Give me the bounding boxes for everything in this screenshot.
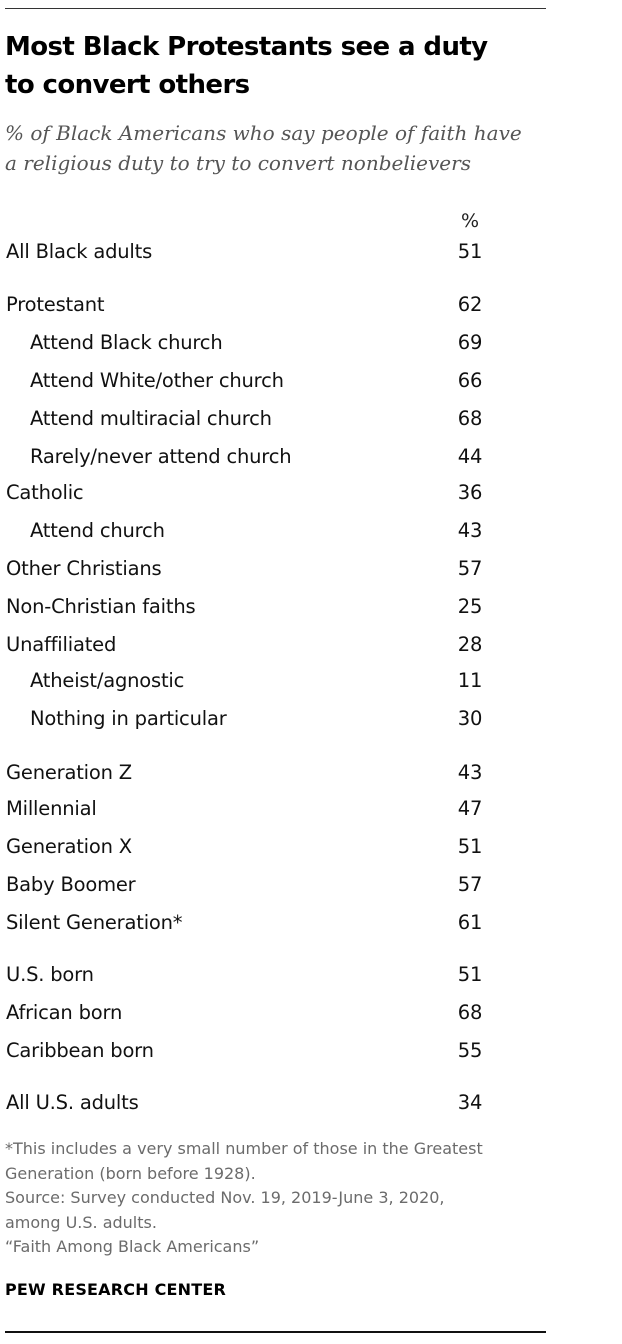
table-row <box>0 666 560 696</box>
bottom-rule <box>5 1331 546 1333</box>
row-value: 55 <box>457 1039 483 1062</box>
row-label: Rarely/never attend church <box>30 445 292 468</box>
row-value: 57 <box>457 873 483 896</box>
note-line-1: *This includes a very small number of those in the Greatest <box>5 1139 483 1158</box>
table-row <box>0 630 560 660</box>
table-row <box>0 998 560 1028</box>
report-title-line: “Faith Among Black Americans” <box>5 1237 260 1256</box>
row-label: Millennial <box>6 797 97 820</box>
row-label: Generation Z <box>6 761 132 784</box>
note-line-2: Generation (born before 1928). <box>5 1163 256 1183</box>
table-row <box>0 870 560 900</box>
row-value: 28 <box>457 633 483 656</box>
row-label: U.S. born <box>6 963 94 986</box>
row-value: 57 <box>457 557 483 580</box>
row-label: Attend White/other church <box>30 369 284 392</box>
row-value: 51 <box>457 963 483 986</box>
percent-column-header: % <box>460 210 480 232</box>
row-value: 11 <box>457 669 483 692</box>
row-value: 25 <box>457 595 483 618</box>
row-label: Nothing in particular <box>30 707 227 730</box>
table-row <box>0 758 560 788</box>
table-row <box>0 366 560 396</box>
row-label: All U.S. adults <box>6 1091 139 1114</box>
row-label: Baby Boomer <box>6 873 136 896</box>
source-line-2: among U.S. adults. <box>5 1212 157 1232</box>
table-row <box>0 704 560 734</box>
row-value: 43 <box>457 519 483 542</box>
row-label: Non-Christian faiths <box>6 595 196 618</box>
table-row <box>0 794 560 824</box>
row-value: 30 <box>457 707 483 730</box>
table-row <box>0 832 560 862</box>
subtitle-line-1: % of Black Americans who say people of faith have <box>5 121 522 145</box>
row-label: Silent Generation* <box>6 911 183 934</box>
title-line-2: to convert others <box>5 70 250 100</box>
row-label: Caribbean born <box>6 1039 154 1062</box>
row-value: 51 <box>457 240 483 263</box>
row-label: African born <box>6 1001 123 1024</box>
table-row <box>0 516 560 546</box>
row-label: Attend multiracial church <box>30 407 272 430</box>
table-row <box>0 1036 560 1066</box>
row-value: 66 <box>457 369 483 392</box>
row-label: Attend church <box>30 519 165 542</box>
table-row <box>0 290 560 320</box>
row-value: 44 <box>457 445 483 468</box>
table-row <box>0 908 560 938</box>
row-value: 69 <box>457 331 483 354</box>
row-value: 36 <box>457 481 483 504</box>
table-row <box>0 592 560 622</box>
row-label: Unaffiliated <box>6 633 117 656</box>
table-row <box>0 237 560 267</box>
row-value: 68 <box>457 407 483 430</box>
row-label: Generation X <box>6 835 132 858</box>
row-value: 51 <box>457 835 483 858</box>
source-line-1: Source: Survey conducted Nov. 19, 2019-June 3, 2020, <box>5 1188 445 1207</box>
table-row <box>0 1088 560 1118</box>
row-label: Other Christians <box>6 557 162 580</box>
brand-logo-text: PEW RESEARCH CENTER <box>5 1280 227 1299</box>
title-line-1: Most Black Protestants see a duty <box>5 32 488 62</box>
row-label: Atheist/agnostic <box>30 669 185 692</box>
row-label: Attend Black church <box>30 331 223 354</box>
row-value: 61 <box>457 911 483 934</box>
row-value: 47 <box>457 797 483 820</box>
row-label: All Black adults <box>6 240 153 263</box>
chart-subtitle <box>5 118 565 178</box>
row-value: 68 <box>457 1001 483 1024</box>
table-row <box>0 328 560 358</box>
row-label: Catholic <box>6 481 84 504</box>
table-row <box>0 960 560 990</box>
row-value: 43 <box>457 761 483 784</box>
table-row <box>0 404 560 434</box>
row-label: Protestant <box>6 293 105 316</box>
top-rule <box>5 8 546 9</box>
table-row <box>0 554 560 584</box>
row-value: 62 <box>457 293 483 316</box>
chart-notes <box>5 1137 565 1260</box>
subtitle-line-2: a religious duty to try to convert nonbelievers <box>5 151 471 175</box>
chart-title <box>5 28 565 104</box>
table-row <box>0 442 560 472</box>
table-row <box>0 478 560 508</box>
row-value: 34 <box>457 1091 483 1114</box>
